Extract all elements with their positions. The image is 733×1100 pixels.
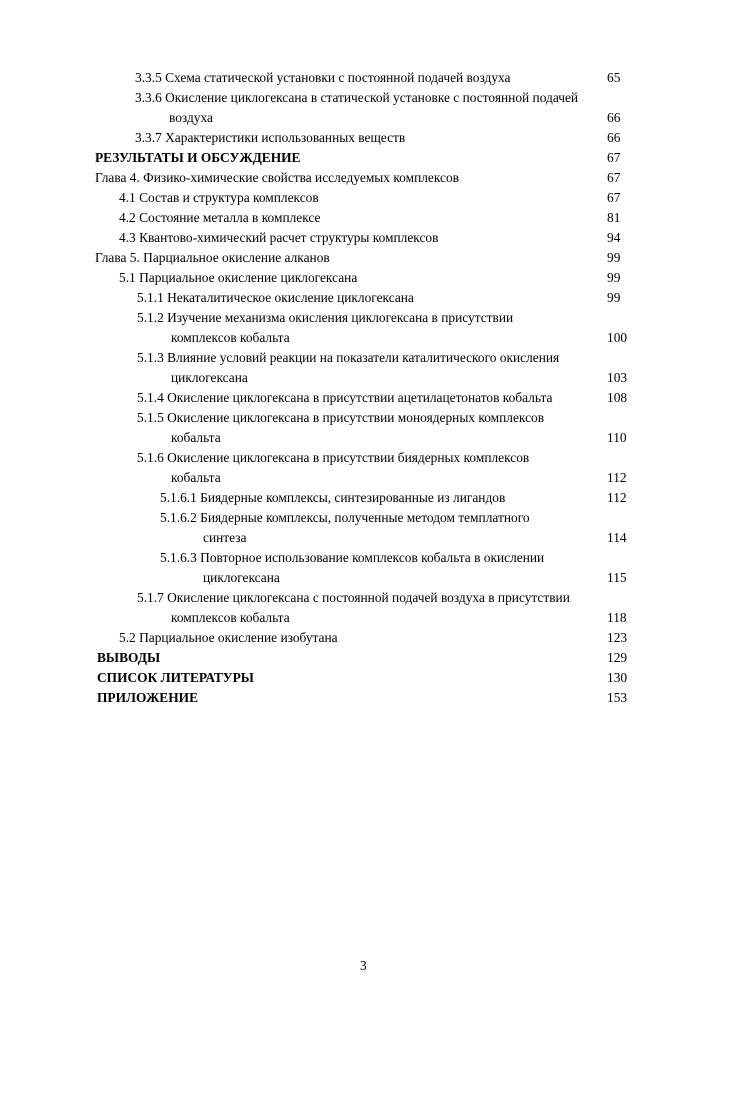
toc-page-results: 67 xyxy=(607,150,621,165)
toc-entry-5-1-6-2: 5.1.6.2 Биядерные комплексы, полученные методом темплатного xyxy=(160,510,530,525)
toc-entry-4-3: 4.3 Квантово-химический расчет структуры комплексов xyxy=(119,230,439,245)
page-number: 3 xyxy=(360,958,367,973)
toc-page-chapter-4: 67 xyxy=(607,170,621,185)
toc-page-4-2: 81 xyxy=(607,210,621,225)
toc-entry-5-1-6: 5.1.6 Окисление циклогексана в присутствии биядерных комплексов xyxy=(137,450,530,465)
toc-page-3-3-6: 66 xyxy=(607,110,621,125)
toc-entry-conclusions: ВЫВОДЫ xyxy=(97,650,161,665)
toc-entry-appendix: ПРИЛОЖЕНИЕ xyxy=(97,690,199,705)
toc-entry-5-1-5: 5.1.5 Окисление циклогексана в присутствии моноядерных комплексов xyxy=(137,410,545,425)
toc-page-4-3: 94 xyxy=(607,230,621,245)
toc-entry-3-3-6: 3.3.6 Окисление циклогексана в статической установке с постоянной подачей xyxy=(135,90,579,105)
toc-entry-5-1-2-cont: комплексов кобальта xyxy=(171,330,290,345)
toc-entry-3-3-5: 3.3.5 Схема статической установки с постоянной подачей воздуха xyxy=(135,70,511,85)
toc-page-3-3-7: 66 xyxy=(607,130,621,145)
toc-page-3-3-5: 65 xyxy=(607,70,621,85)
toc-entry-references: СПИСОК ЛИТЕРАТУРЫ xyxy=(97,670,254,685)
toc-entry-5-1-6-cont: кобальта xyxy=(171,470,221,485)
toc-page-appendix: 153 xyxy=(607,690,628,705)
toc-page-chapter-5: 99 xyxy=(607,250,621,265)
toc-page-5-1-5: 110 xyxy=(607,430,627,445)
toc-entry-4-2: 4.2 Состояние металла в комплексе xyxy=(119,210,321,225)
toc-page-5-1: 99 xyxy=(607,270,621,285)
toc-entry-5-1-7: 5.1.7 Окисление циклогексана с постоянной подачей воздуха в присутствии xyxy=(137,590,570,605)
toc-entry-5-1-6-1: 5.1.6.1 Биядерные комплексы, синтезированные из лигандов xyxy=(160,490,506,505)
toc-entry-chapter-4: Глава 4. Физико-химические свойства исследуемых комплексов xyxy=(95,170,460,185)
toc-entry-5-1-3-cont: циклогексана xyxy=(171,370,248,385)
toc-page-5-1-2: 100 xyxy=(607,330,628,345)
toc-page-5-1-4: 108 xyxy=(607,390,628,405)
toc-entry-5-1-4: 5.1.4 Окисление циклогексана в присутствии ацетилацетонатов кобальта xyxy=(137,390,553,405)
toc-entry-3-3-6-cont: воздуха xyxy=(169,110,213,125)
toc-entry-5-1-7-cont: комплексов кобальта xyxy=(171,610,290,625)
toc-entry-5-1-6-3: 5.1.6.3 Повторное использование комплексов кобальта в окислении xyxy=(160,550,545,565)
toc-page-references: 130 xyxy=(607,670,628,685)
toc-entry-results: РЕЗУЛЬТАТЫ И ОБСУЖДЕНИЕ xyxy=(95,150,301,165)
toc-entry-5-1-3: 5.1.3 Влияние условий реакции на показатели каталитического окисления xyxy=(137,350,560,365)
toc-entry-5-1-6-2-cont: синтеза xyxy=(203,530,247,545)
toc-page-5-1-6-2: 114 xyxy=(607,530,627,545)
toc-page-5-1-6-3: 115 xyxy=(607,570,627,585)
toc-entry-5-1: 5.1 Парциальное окисление циклогексана xyxy=(119,270,358,285)
toc-page-5-1-6-1: 112 xyxy=(607,490,627,505)
toc-page-conclusions: 129 xyxy=(607,650,628,665)
toc-entry-5-2: 5.2 Парциальное окисление изобутана xyxy=(119,630,338,645)
toc-page-5-1-3: 103 xyxy=(607,370,628,385)
toc-page-5-1-1: 99 xyxy=(607,290,621,305)
toc-entry-5-1-6-3-cont: циклогексана xyxy=(203,570,280,585)
toc-entry-5-1-1: 5.1.1 Некаталитическое окисление циклогексана xyxy=(137,290,414,305)
toc-page-5-2: 123 xyxy=(607,630,628,645)
toc-entry-5-1-5-cont: кобальта xyxy=(171,430,221,445)
toc-entry-4-1: 4.1 Состав и структура комплексов xyxy=(119,190,319,205)
toc-page-5-1-7: 118 xyxy=(607,610,627,625)
toc-page-5-1-6: 112 xyxy=(607,470,627,485)
toc-entry-3-3-7: 3.3.7 Характеристики использованных веществ xyxy=(135,130,406,145)
toc-page-4-1: 67 xyxy=(607,190,621,205)
toc-entry-5-1-2: 5.1.2 Изучение механизма окисления циклогексана в присутствии xyxy=(137,310,514,325)
toc-entry-chapter-5: Глава 5. Парциальное окисление алканов xyxy=(95,250,330,265)
